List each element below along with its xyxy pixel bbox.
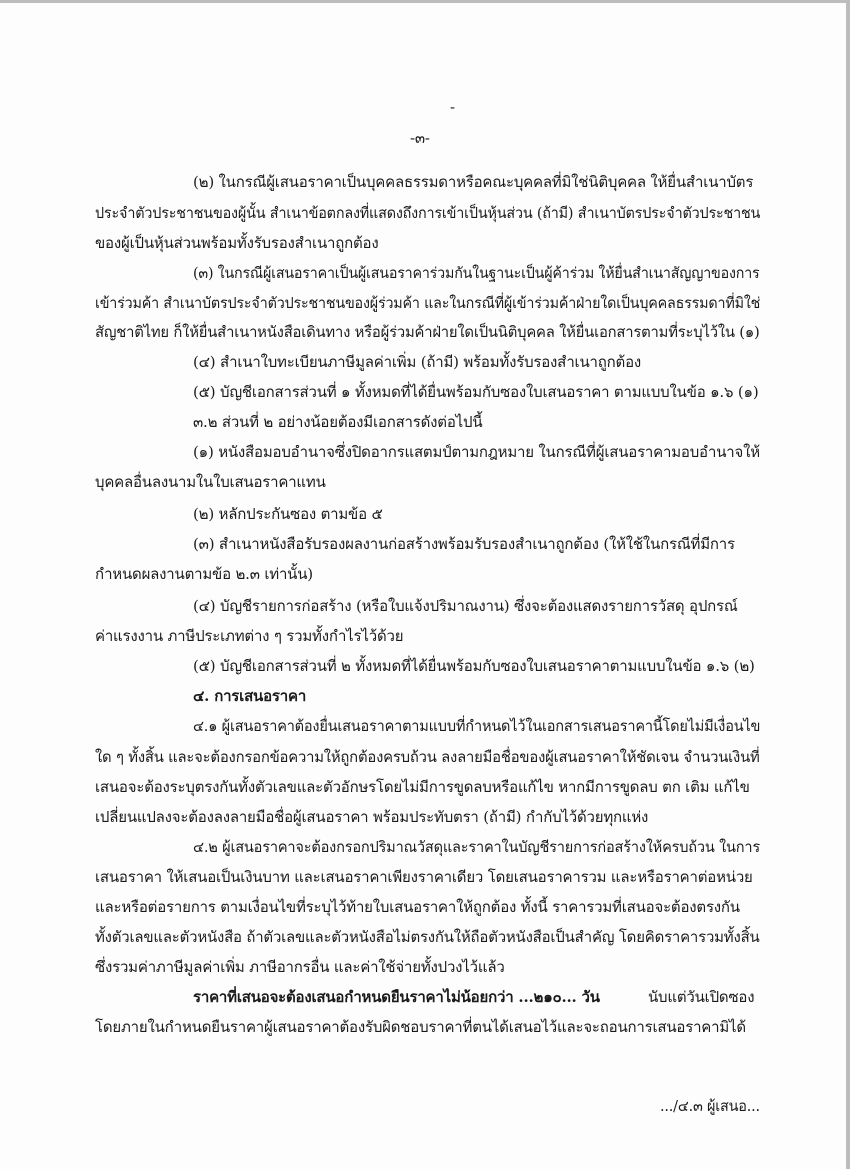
text-line: เข้าร่วมค้า สำเนาบัตรประจำตัวประชาชนของผู้ร่วมค้า และในกรณีที่ผู้เข้าร่วมค้าฝ่ายใดเป็นบุคคลธรรมดาที่มิใช่ xyxy=(95,294,761,312)
text-line: เสนอราคา ให้เสนอเป็นเงินบาท และเสนอราคาเพียงราคาเดียว โดยเสนอราคารวม และหรือราคาต่อหน่วย xyxy=(95,868,753,886)
text-line: โดยภายในกำหนดยืนราคาผู้เสนอราคาต้องรับผิดชอบราคาที่ตนได้เสนอไว้และจะถอนการเสนอราคามิได้ xyxy=(95,1018,746,1036)
text-line: (๔) บัญชีรายการก่อสร้าง (หรือใบแจ้งปริมาณงาน) ซึ่งจะต้องแสดงรายการวัสดุ อุปกรณ์ xyxy=(193,597,738,615)
text-line: บุคคลอื่นลงนามในใบเสนอราคาแทน xyxy=(95,473,326,491)
continuation-note: .../๔.๓ ผู้เสนอ... xyxy=(660,1097,760,1115)
text-line: ๔.๑ ผู้เสนอราคาต้องยื่นเสนอราคาตามแบบที่กำหนดไว้ในเอกสารเสนอราคานี้โดยไม่มีเงื่อนไข xyxy=(193,717,761,735)
header-dash: - xyxy=(450,98,455,116)
text-line: สัญชาติไทย ก็ให้ยื่นสำเนาหนังสือเดินทาง หรือผู้ร่วมค้าฝ่ายใดเป็นนิติบุคคล ให้ยื่นเอกสารตามที่ระบุไว้ใน (๑) xyxy=(95,323,760,341)
page-right-edge xyxy=(846,0,850,1169)
text-line: เปลี่ยนแปลงจะต้องลงลายมือชื่อผู้เสนอราคา พร้อมประทับตรา (ถ้ามี) กำกับไว้ด้วยทุกแห่ง xyxy=(95,808,649,826)
text-line: (๓) ในกรณีผู้เสนอราคาเป็นผู้เสนอราคาร่วมกันในฐานะเป็นผู้ค้าร่วม ให้ยื่นสำเนาสัญญาของการ xyxy=(193,264,760,282)
page-top-edge xyxy=(0,0,850,3)
price-validity-statement: ราคาที่เสนอจะต้องเสนอกำหนดยืนราคาไม่น้อยกว่า ...๒๑๐... วัน xyxy=(193,988,600,1006)
page-number: -๓- xyxy=(410,129,430,147)
text-line: ๓.๒ ส่วนที่ ๒ อย่างน้อยต้องมีเอกสารดังต่อไปนี้ xyxy=(193,413,483,431)
text-line: ทั้งตัวเลขและตัวหนังสือ ถ้าตัวเลขและตัวหนังสือไม่ตรงกันให้ถือตัวหนังสือเป็นสำคัญ โดยคิดราคารวมทั้งสิ้น xyxy=(95,928,760,946)
text-line: ประจำตัวประชาชนของผู้นั้น สำเนาข้อตกลงที่แสดงถึงการเข้าเป็นหุ้นส่วน (ถ้ามี) สำเนาบัตรประจำตัวประชาชน xyxy=(95,204,761,222)
text-line: (๑) หนังสือมอบอำนาจซึ่งปิดอากรแสตมป์ตามกฎหมาย ในกรณีที่ผู้เสนอราคามอบอำนาจให้ xyxy=(193,443,760,461)
text-line: ใด ๆ ทั้งสิ้น และจะต้องกรอกข้อความให้ถูกต้องครบถ้วน ลงลายมือชื่อของผู้เสนอราคาให้ชัดเจน จำนวนเงินที่ xyxy=(95,748,760,766)
text-line: ของผู้เป็นหุ้นส่วนพร้อมทั้งรับรองสำเนาถูกต้อง xyxy=(95,234,379,252)
text-line: และหรือต่อรายการ ตามเงื่อนไขที่ระบุไว้ท้ายใบเสนอราคาให้ถูกต้อง ทั้งนี้ ราคารวมที่เสนอจะต้องตรงกัน xyxy=(95,898,740,916)
text-line: กำหนดผลงานตามข้อ ๒.๓ เท่านั้น) xyxy=(95,565,313,583)
text-line: (๕) บัญชีเอกสารส่วนที่ ๑ ทั้งหมดที่ได้ยื่นพร้อมกับซองใบเสนอราคา ตามแบบในข้อ ๑.๖ (๑) xyxy=(193,383,759,401)
text-line: ๔.๒ ผู้เสนอราคาจะต้องกรอกปริมาณวัสดุและราคาในบัญชีรายการก่อสร้างให้ครบถ้วน ในการ xyxy=(193,838,761,856)
text-line: (๒) หลักประกันซอง ตามข้อ ๕ xyxy=(193,505,383,523)
text-line: เสนอจะต้องระบุตรงกันทั้งตัวเลขและตัวอักษรโดยไม่มีการขูดลบหรือแก้ไข หากมีการขูดลบ ตก เติม แก้ไข xyxy=(95,778,750,796)
text-line: นับแต่วันเปิดซอง xyxy=(648,988,755,1006)
section-heading: ๔. การเสนอราคา xyxy=(193,687,307,705)
text-line: (๕) บัญชีเอกสารส่วนที่ ๒ ทั้งหมดที่ได้ยื่นพร้อมกับซองใบเสนอราคาตามแบบในข้อ ๑.๖ (๒) xyxy=(193,657,755,675)
text-line: ค่าแรงงาน ภาษีประเภทต่าง ๆ รวมทั้งกำไรไว้ด้วย xyxy=(95,627,404,645)
text-line: (๒) ในกรณีผู้เสนอราคาเป็นบุคคลธรรมดาหรือคณะบุคคลที่มิใช่นิติบุคคล ให้ยื่นสำเนาบัตร xyxy=(193,173,754,191)
text-line: ซึ่งรวมค่าภาษีมูลค่าเพิ่ม ภาษีอากรอื่น และค่าใช้จ่ายทั้งปวงไว้แล้ว xyxy=(95,958,505,976)
text-line: (๓) สำเนาหนังสือรับรองผลงานก่อสร้างพร้อมรับรองสำเนาถูกต้อง (ให้ใช้ในกรณีที่มีการ xyxy=(193,535,735,553)
text-line: (๔) สำเนาใบทะเบียนภาษีมูลค่าเพิ่ม (ถ้ามี) พร้อมทั้งรับรองสำเนาถูกต้อง xyxy=(193,353,641,371)
